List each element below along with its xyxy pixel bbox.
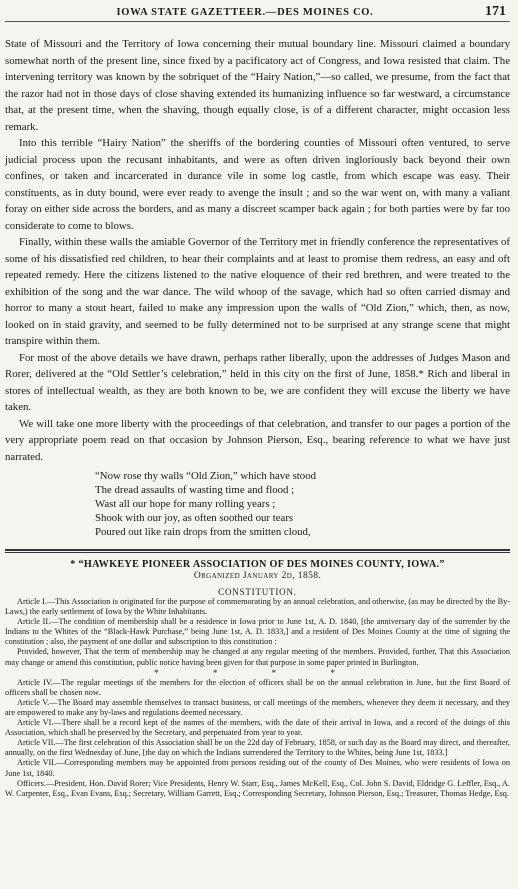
officers-list: Officers.—President, Hon. David Rorer; Vice Presidents, Henry W. Starr, Esq., James McKell, Esq., Col. John S. David, Eldridge G. Leffler, Esq., A. W. Carpenter, Esq., Evan Evans, Esq.; Secretary, William Garrett, Esq.; Corresponding Secretary, Johnson Pierson, Esq.; Treasurer, Thomas Hedge, Esq. (5, 778, 510, 798)
organized-date: Organized January 2d, 1858. (193, 571, 322, 581)
paragraph: For most of the above details we have drawn, perhaps rather liberally, upon the addresses of Judges Mason and Rorer, delivered at the “Old Settler’s celebration,” held in this city on the first of June, 1858.* Rich and liberal in stores of intellectual wealth, as they are both known to be, we are confident they will excuse the liberty we have taken. (5, 351, 510, 413)
section-divider (5, 549, 510, 553)
association-title: * “HAWKEYE PIONEER ASSOCIATION OF DES MOINES COUNTY, IOWA.” (70, 559, 445, 570)
poem-line: The dread assaults of wasting time and flood ; (95, 484, 295, 496)
article: Article II.—The condition of membership shall be a residence in Iowa prior to June 1st, A. D. 1840, [the anniversary day of the surrender by the Indians to the Whites of the “Black-Hawk Purchase,” being June 1st, A. D. 1833,] and a resident of Des Moines County at the time of signing the constitution ; also, the payment of one dollar and subscription to this constitution : (5, 617, 510, 647)
poem-line: Poured out like rain drops from the smitten cloud, (95, 526, 311, 538)
ornament-stars: * * * * (154, 667, 361, 678)
article: Article I.—This Association is originated for the purpose of commemorating by an annual celebration, and otherwise, (as may be directed by the By-Laws,) the early settlement of Iowa by the White Inhabitants. (5, 597, 510, 617)
page-number: 171 (485, 4, 506, 19)
main-text (5, 36, 510, 465)
article: Article VI.—There shall be a record kept of the names of the members, with the date of their arrival in Iowa, and a record of the doings of this Association, which shall be preserved by the Secretary, and perpetuated from year to year. (5, 718, 510, 738)
article: Article VII.—Corresponding members may be appointed from persons residing out of the county of Des Moines, who were residents of Iowa on June 1st, 1840. (5, 758, 510, 778)
article: Article IV.—The regular meetings of the members for the election of officers shall be on the annual celebration in June, but the first Board of officers shall be chosen now. (5, 677, 510, 697)
poem-line: Wast all our hope for many rolling years ; (95, 498, 276, 510)
poem-excerpt (95, 469, 510, 539)
article: Article V.—The Board may assemble themselves to transact business, or call meetings of the members, whenever they deem it necessary, and they are empowered to make any by-laws and regulations deemed necessary. (5, 697, 510, 717)
poem-line: Shook with our joy, as often soothed our tears (95, 512, 294, 524)
paragraph: Finally, within these walls the amiable Governor of the Territory met in friendly conference the representatives of some of his dissatisfied red children, to hear their complaints and at least to promise them redress, an easy and oft repeated remedy. Here the citizens listened to the native eloquence of their red brethren, and were treated to the exhibition of the song and the war dance. The wild whoop of the savage, which had so often carried dismay and horror to many a stout heart, failed to make any impression upon the walls of “Old Zion,” which, then, as now, looked on in staid gravity, and seemed to be fully determined not to be surprised at any strange scene that might transpire within them. (5, 236, 510, 347)
running-header (5, 4, 510, 22)
footnote-section (5, 559, 510, 799)
running-title: IOWA STATE GAZETTEER.—DES MOINES CO. (116, 7, 374, 18)
constitution-heading: CONSTITUTION. (218, 587, 297, 597)
article: Article VII.—The first celebration of this Association shall be on the 22d day of February, 1858, or such day as the Board may direct, and thereafter, annually, on the first Wednesday of June, [the day on which the Indians surrendered the Territory to the Whites, being June 1st, 1833.] (5, 738, 510, 758)
paragraph: State of Missouri and the Territory of Iowa concerning their mutual boundary line. Missouri claimed a boundary somewhat north of the present line, since fixed by a pacificatory act of Congress, and Iowa resisted that claim. The intervening territory was known by the sobriquet of the “Hairy Nation,”—so called, we presume, from the fact that the razor had not in those days of close shaving extended its humanizing influence so far westward, a circumstance that, at the present time, when the shaving, though equally close, is of a different character, might occasion less remark. (5, 38, 510, 133)
paragraph: We will take one more liberty with the proceedings of that celebration, and transfer to our pages a portion of the very appropriate poem read on that occasion by Johnson Pierson, Esq., bearing reference to what we have just narrated. (5, 417, 510, 463)
poem-line: “Now rose thy walls “Old Zion,” which have stood (95, 470, 316, 482)
article: Provided, however, That the term of membership may be changed at any regular meeting of the members. Provided, further, That this Association may change or amend this constitution, public notice having been given for that purpose in some paper printed in Burlington. (5, 647, 510, 667)
paragraph: Into this terrible “Hairy Nation” the sheriffs of the bordering counties of Missouri often ventured, to serve judicial process upon the recusant inhabitants, and were as often driven ingloriously back beyond their own confines, or taken and incarcerated in durance vile in some log castle, from which escape was easy. Their constituents, as in duty bound, were ever ready to avenge the insult ; and so the war went on, with many a valiant foray on either side across the borders, and as many a discreet scamper back again ; for both parties were by far too considerate to come to blows. (5, 137, 510, 232)
